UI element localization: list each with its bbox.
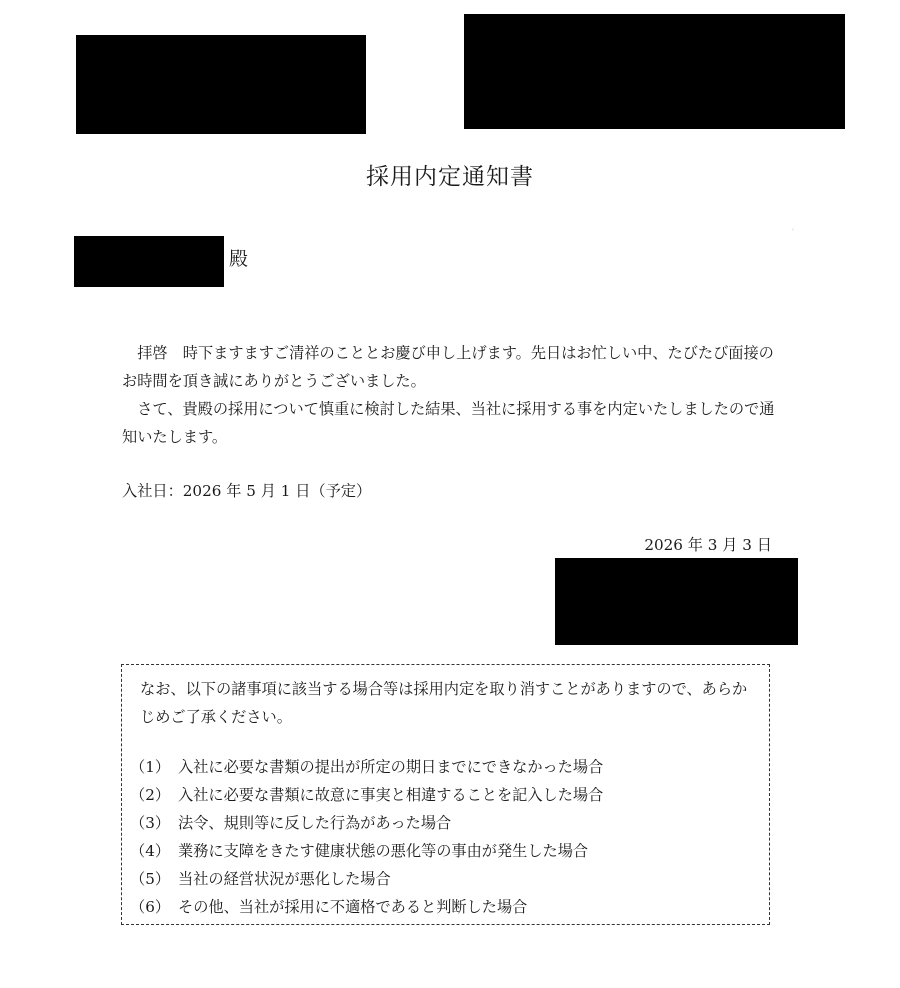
- item-text: 当社の経営状況が悪化した場合: [178, 870, 391, 888]
- item-number: （2）: [130, 786, 171, 804]
- item-text: 法令、規則等に反した行為があった場合: [178, 814, 452, 832]
- stray-mark: ': [792, 228, 794, 236]
- list-item: [130, 837, 603, 865]
- letter-body: [122, 339, 782, 451]
- item-number: （6）: [130, 898, 171, 916]
- item-text: 業務に支障をきたす健康状態の悪化等の事由が発生した場合: [178, 842, 589, 860]
- redacted-addressee-name: [74, 236, 224, 287]
- redacted-block-top-left: [76, 35, 366, 134]
- entry-date: 入社日：2026 年 5 月 1 日（予定）: [122, 482, 372, 500]
- item-number: （4）: [130, 842, 171, 860]
- decision-paragraph: さて、貴殿の採用について慎重に検討した結果、当社に採用する事を内定いたしましたので通知いたします。: [122, 400, 775, 446]
- item-number: （1）: [130, 758, 171, 776]
- issue-date: 2026 年 3 月 3 日: [644, 536, 772, 554]
- list-item: [130, 809, 603, 837]
- item-text: 入社に必要な書類に故意に事実と相違することを記入した場合: [178, 786, 604, 804]
- notice-conditions-list: [130, 753, 603, 921]
- list-item: [130, 893, 603, 921]
- item-number: （3）: [130, 814, 171, 832]
- document-title: 採用内定通知書: [366, 164, 534, 190]
- item-text: 入社に必要な書類の提出が所定の期日までにできなかった場合: [178, 758, 604, 776]
- greeting-paragraph: 拝啓 時下ますますご清祥のこととお慶び申し上げます。先日はお忙しい中、たびたび面接のお時間を頂き誠にありがとうございました。: [122, 344, 774, 390]
- redacted-block-top-right: [464, 14, 845, 129]
- redacted-company-name: [555, 558, 798, 645]
- item-number: （5）: [130, 870, 171, 888]
- list-item: [130, 865, 603, 893]
- notice-intro: なお、以下の諸事項に該当する場合等は採用内定を取り消すことがありますので、あらかじめご了承ください。: [140, 680, 748, 726]
- revocation-notice-box: [121, 664, 770, 925]
- list-item: [130, 753, 603, 781]
- list-item: [130, 781, 603, 809]
- addressee-honorific: 殿: [229, 248, 249, 270]
- item-text: その他、当社が採用に不適格であると判断した場合: [178, 898, 528, 916]
